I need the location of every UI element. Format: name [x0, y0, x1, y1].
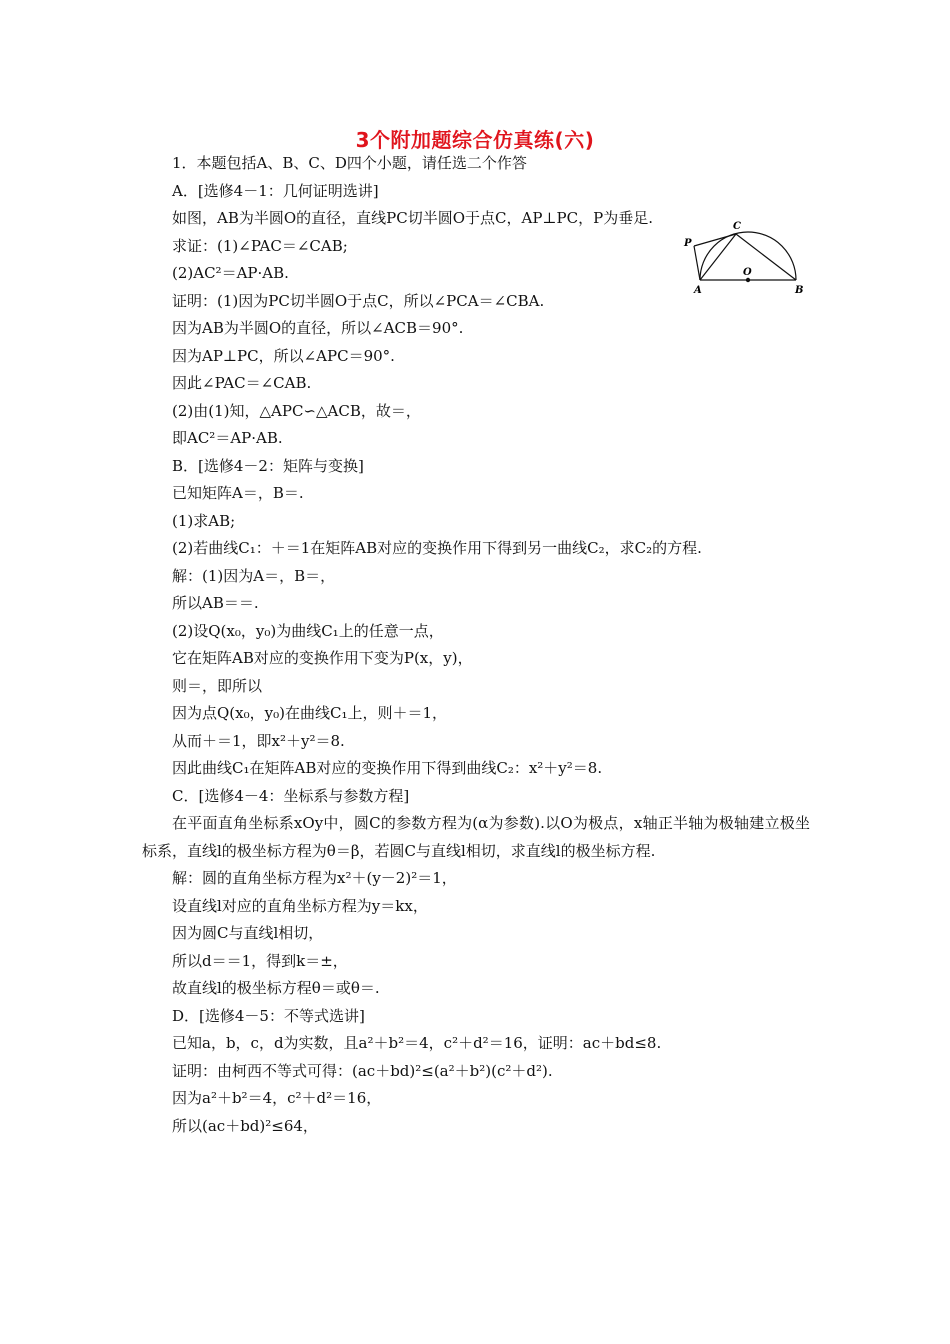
section-b-sol-7: 从而＋＝1，即x²＋y²＝8. [172, 731, 345, 750]
label-b: B [795, 285, 804, 296]
question-intro: 1．本题包括A、B、C、D四个小题，请任选二个作答 [172, 154, 527, 172]
section-b-sol-8: 因此曲线C₁在矩阵AB对应的变换作用下得到曲线C₂：x²＋y²＝8. [172, 759, 603, 777]
section-b-sol-1: 解：(1)因为A＝，B＝， [172, 566, 336, 585]
section-c-sol-4: 所以d＝＝1，得到k＝±， [172, 951, 348, 970]
section-b-sol-3: (2)设Q(x₀，y₀)为曲线C₁上的任意一点， [172, 621, 444, 640]
section-b-sol-2: 所以AB＝＝. [172, 594, 259, 612]
section-a-proof-6: 即AC²＝AP·AB. [172, 429, 283, 447]
section-d-proof-2: 因为a²＋b²＝4，c²＋d²＝16， [172, 1089, 382, 1107]
label-p: P [684, 238, 692, 249]
section-c-sol-5: 故直线l的极坐标方程θ＝或θ＝. [172, 979, 380, 997]
section-a-proof-2: 因为AB为半圆O的直径，所以∠ACB＝90°. [172, 319, 464, 337]
section-a-prove-1: 求证：(1)∠PAC＝∠CAB; [172, 236, 348, 255]
section-a-proof-4: 因此∠PAC＝∠CAB. [172, 374, 312, 392]
label-o: O [743, 267, 752, 278]
label-c: C [733, 221, 741, 232]
section-b-sol-5: 则＝，即所以 [172, 676, 263, 695]
label-a: A [694, 285, 702, 296]
section-d-proof-1: 证明：由柯西不等式可得：(ac＋bd)²≤(a²＋b²)(c²＋d²). [172, 1061, 553, 1080]
section-a-heading: A．[选修4－1：几何证明选讲] [172, 181, 379, 200]
section-d-heading: D．[选修4－5：不等式选讲] [172, 1006, 365, 1025]
section-b-q1: (1)求AB; [172, 511, 236, 530]
section-c-sol-1: 解：圆的直角坐标方程为x²＋(y－2)²＝1， [172, 869, 457, 887]
section-b-q2: (2)若曲线C₁：＋＝1在矩阵AB对应的变换作用下得到另一曲线C₂，求C₂的方程. [172, 539, 702, 557]
document-body [142, 150, 810, 1140]
section-a-prove-2: (2)AC²＝AP·AB. [172, 264, 289, 282]
section-b-sol-6: 因为点Q(x₀，y₀)在曲线C₁上，则＋＝1， [172, 704, 447, 722]
section-a-proof-1: 证明：(1)因为PC切半圆O于点C，所以∠PCA＝∠CBA. [172, 291, 545, 310]
section-a-proof-3: 因为AP⊥PC，所以∠APC＝90°. [172, 346, 395, 365]
section-b-sol-4: 它在矩阵AB对应的变换作用下变为P(x，y)， [172, 649, 473, 667]
section-a-proof-5: (2)由(1)知，△APC∽△ACB，故＝， [172, 401, 421, 420]
section-c-sol-3: 因为圆C与直线l相切， [172, 924, 324, 942]
section-b-heading: B．[选修4－2：矩阵与变换] [172, 456, 364, 475]
section-d-problem: 已知a，b，c，d为实数，且a²＋b²＝4，c²＋d²＝16，证明：ac＋bd≤8. [172, 1034, 662, 1052]
section-b-problem: 已知矩阵A＝，B＝. [172, 484, 304, 502]
section-c-sol-2: 设直线l对应的直角坐标方程为y＝kx， [172, 896, 428, 915]
section-a-problem: 如图，AB为半圆O的直径，直线PC切半圆O于点C，AP⊥PC，P为垂足. [172, 209, 653, 227]
section-d-proof-3: 所以(ac＋bd)²≤64， [172, 1116, 318, 1135]
section-c-problem: 在平面直角坐标系xOy中，圆C的参数方程为(α为参数).以O为极点，x轴正半轴为极轴建立极坐标系，直线l的极坐标方程为θ＝β，若圆C与直线l相切，求直线l的极坐标方程. [142, 814, 810, 860]
page-title: 3个附加题综合仿真练(六) [355, 128, 595, 152]
section-c-heading: C．[选修4－4：坐标系与参数方程] [172, 786, 410, 805]
